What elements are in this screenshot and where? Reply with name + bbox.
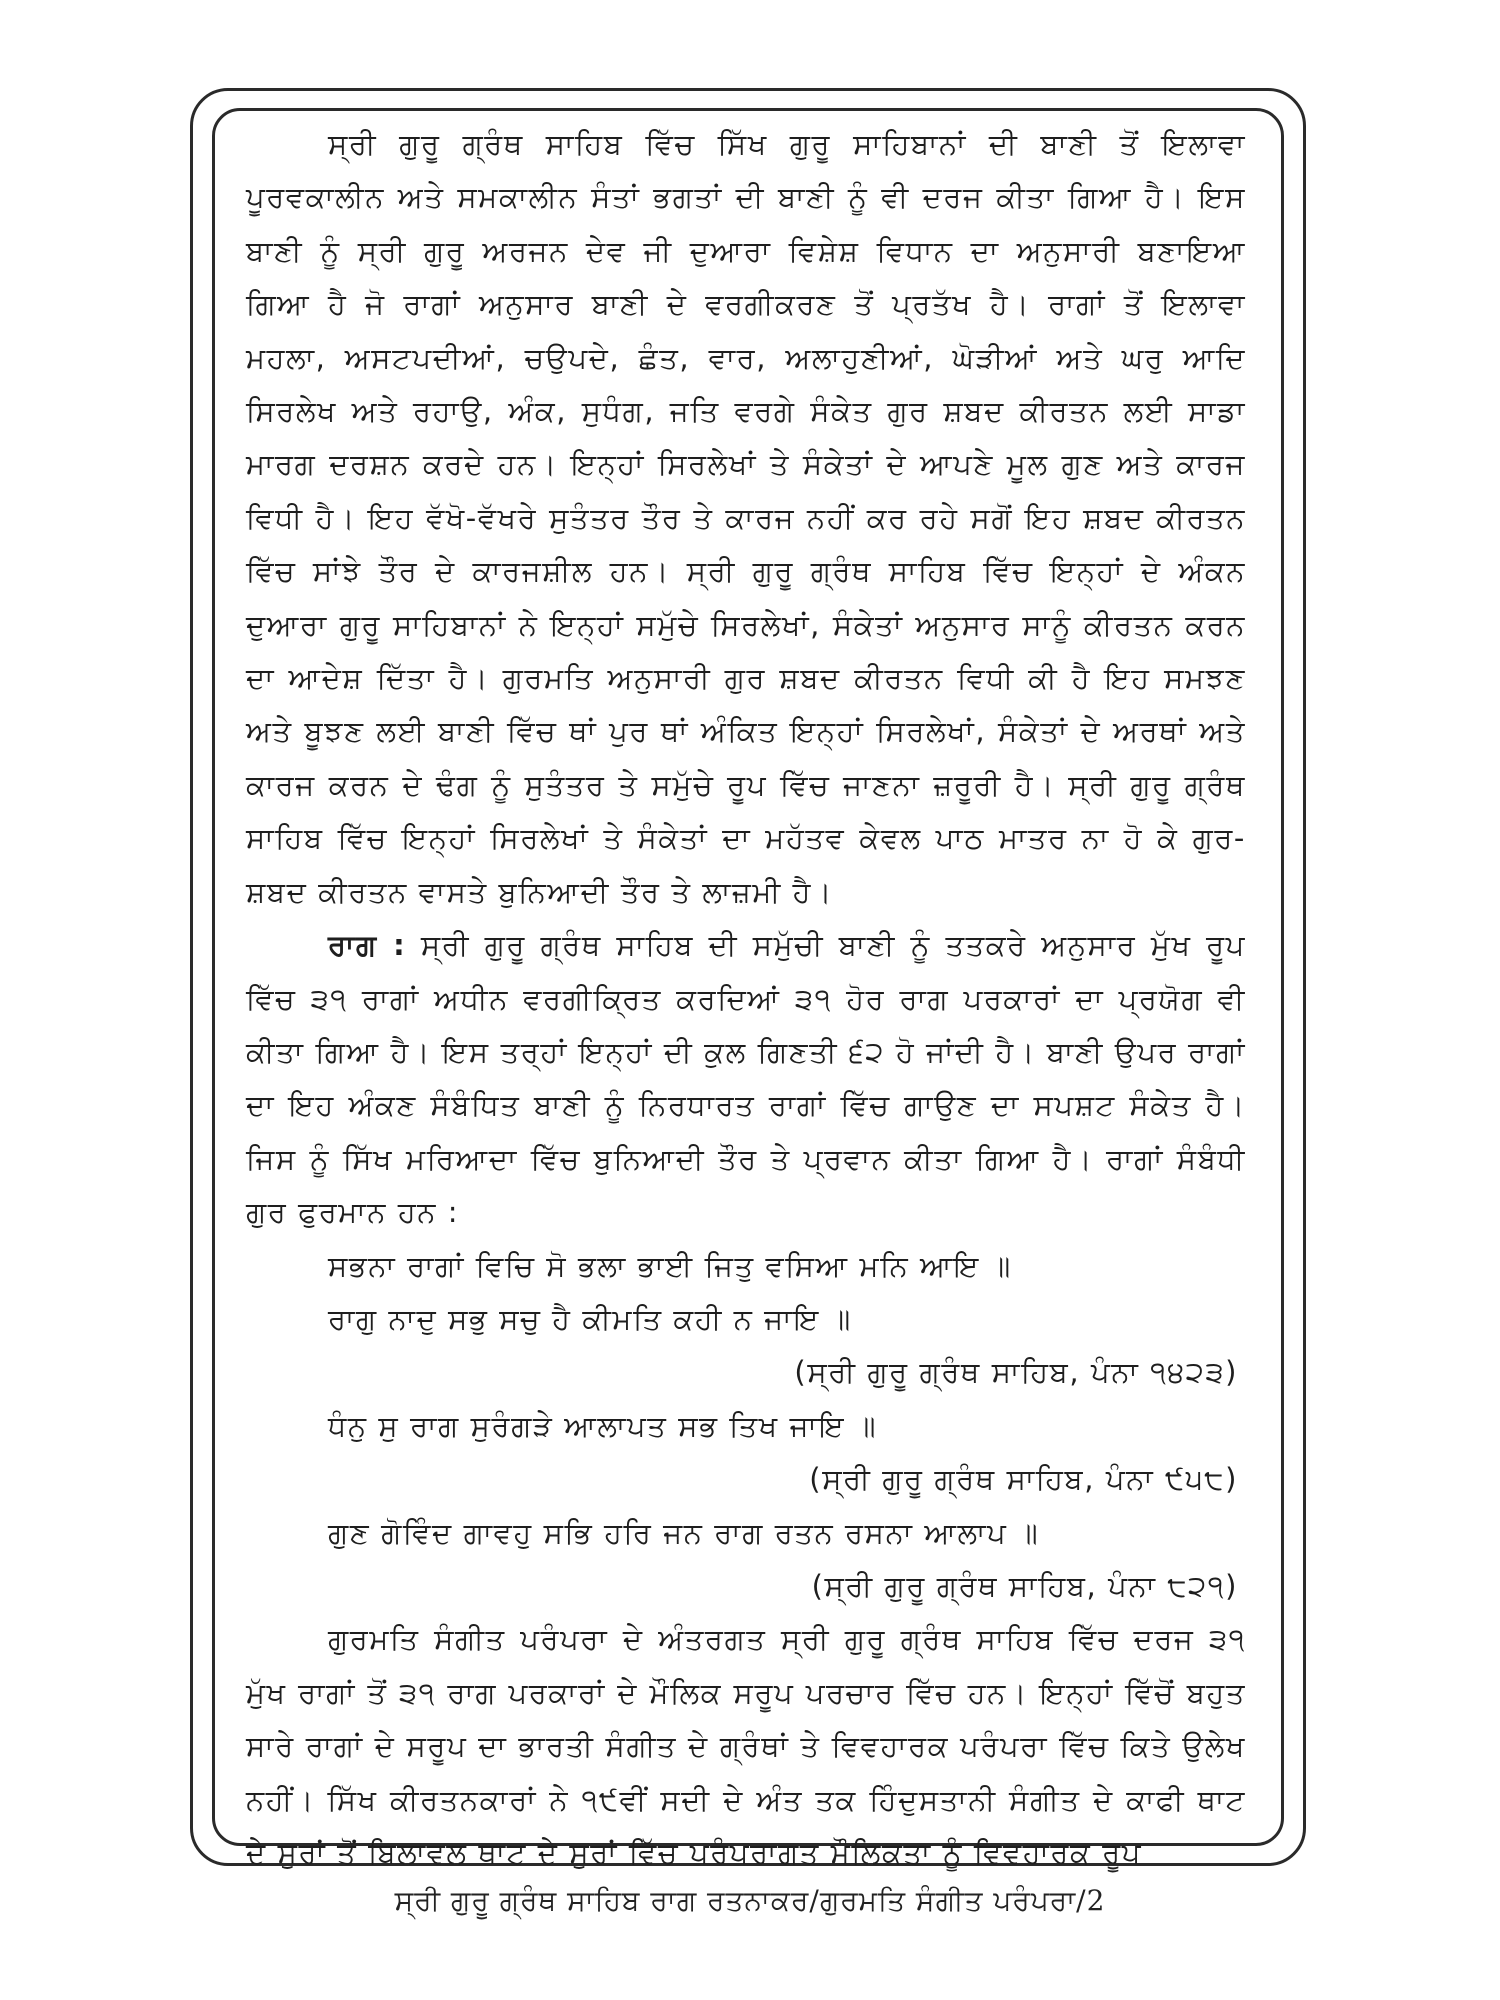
page-footer: ਸ੍ਰੀ ਗੁਰੂ ਗ੍ਰੰਥ ਸਾਹਿਬ ਰਾਗ ਰਤਨਾਕਰ/ਗੁਰਮਤਿ ਸੰਗੀਤ ਪਰੰਪਰਾ/2 xyxy=(394,1884,1106,1917)
raag-section xyxy=(246,919,1246,1239)
page-body xyxy=(246,118,1246,1880)
quote-citation: (ਸ੍ਰੀ ਗੁਰੂ ਗ੍ਰੰਥ ਸਾਹਿਬ, ਪੰਨਾ ੮੨੧) xyxy=(811,1568,1238,1603)
raag-paragraph: ਸ੍ਰੀ ਗੁਰੂ ਗ੍ਰੰਥ ਸਾਹਿਬ ਦੀ ਸਮੁੱਚੀ ਬਾਣੀ ਨੂੰ ਤਤਕਰੇ ਅਨੁਸਾਰ ਮੁੱਖ ਰੂਪ ਵਿੱਚ ੩੧ ਰਾਗਾਂ ਅਧੀਨ ਵਰਗੀਕ੍ਰਿਤ ਕਰਦਿਆਂ ੩੧ ਹੋਰ ਰਾਗ ਪਰਕਾਰਾਂ ਦਾ ਪ੍ਰਯੋਗ ਵੀ ਕੀਤਾ ਗਿਆ ਹੈ। ਇਸ ਤਰ੍ਹਾਂ ਇਨ੍ਹਾਂ ਦੀ ਕੁਲ ਗਿਣਤੀ ੬੨ ਹੋ ਜਾਂਦੀ ਹੈ। ਬਾਣੀ ਉਪਰ ਰਾਗਾਂ ਦਾ ਇਹ ਅੰਕਣ ਸੰਬੰਧਿਤ ਬਾਣੀ ਨੂੰ ਨਿਰਧਾਰਤ ਰਾਗਾਂ ਵਿੱਚ ਗਾਉਣ ਦਾ ਸਪਸ਼ਟ ਸੰਕੇਤ ਹੈ। ਜਿਸ ਨੂੰ ਸਿੱਖ ਮਰਿਆਦਾ ਵਿੱਚ ਬੁਨਿਆਦੀ ਤੌਰ ਤੇ ਪ੍ਰਵਾਨ ਕੀਤਾ ਗਿਆ ਹੈ। ਰਾਗਾਂ ਸੰਬੰਧੀ ਗੁਰ ਫੁਰਮਾਨ ਹਨ : xyxy=(246,928,1246,1230)
quote-citation: (ਸ੍ਰੀ ਗੁਰੂ ਗ੍ਰੰਥ ਸਾਹਿਬ, ਪੰਨਾ ੯੫੮) xyxy=(809,1462,1238,1497)
final-paragraph: ਗੁਰਮਤਿ ਸੰਗੀਤ ਪਰੰਪਰਾ ਦੇ ਅੰਤਰਗਤ ਸ੍ਰੀ ਗੁਰੂ ਗ੍ਰੰਥ ਸਾਹਿਬ ਵਿੱਚ ਦਰਜ ੩੧ ਮੁੱਖ ਰਾਗਾਂ ਤੋਂ ੩੧ ਰਾਗ ਪਰਕਾਰਾਂ ਦੇ ਮੌਲਿਕ ਸਰੂਪ ਪਰਚਾਰ ਵਿੱਚ ਹਨ। ਇਨ੍ਹਾਂ ਵਿੱਚੋਂ ਬਹੁਤ ਸਾਰੇ ਰਾਗਾਂ ਦੇ ਸਰੂਪ ਦਾ ਭਾਰਤੀ ਸੰਗੀਤ ਦੇ ਗ੍ਰੰਥਾਂ ਤੇ ਵਿਵਹਾਰਕ ਪਰੰਪਰਾ ਵਿੱਚ ਕਿਤੇ ਉਲੇਖ ਨਹੀਂ। ਸਿੱਖ ਕੀਰਤਨਕਾਰਾਂ ਨੇ ੧੯ਵੀਂ ਸਦੀ ਦੇ ਅੰਤ ਤਕ ਹਿੰਦੁਸਤਾਨੀ ਸੰਗੀਤ ਦੇ ਕਾਫੀ ਥਾਟ ਦੇ ਸੁਰਾਂ ਤੋਂ ਬਿਲਾਵਲ ਥਾਟ ਦੇ ਸੁਰਾਂ ਵਿੱਚ ਪਰੰਪਰਾਗਤ ਮੌਲਿਕਤਾ ਨੂੰ ਵਿਵਹਾਰਕ ਰੂਪ xyxy=(246,1622,1246,1870)
raag-heading: ਰਾਗ : xyxy=(328,928,407,963)
quote-line: ਰਾਗੁ ਨਾਦੁ ਸਭੁ ਸਚੁ ਹੈ ਕੀਮਤਿ ਕਹੀ ਨ ਜਾਇ ॥ xyxy=(328,1301,852,1336)
quote-citation: (ਸ੍ਰੀ ਗੁਰੂ ਗ੍ਰੰਥ ਸਾਹਿਬ, ਪੰਨਾ ੧੪੨੩) xyxy=(794,1355,1238,1390)
quote-line: ਧੰਨੁ ਸੁ ਰਾਗ ਸੁਰੰਗੜੇ ਆਲਾਪਤ ਸਭ ਤਿਖ ਜਾਇ ॥ xyxy=(328,1408,878,1443)
quote-line: ਸਭਨਾ ਰਾਗਾਂ ਵਿਚਿ ਸੋ ਭਲਾ ਭਾਈ ਜਿਤੁ ਵਸਿਆ ਮਨਿ ਆਇ ॥ xyxy=(328,1248,1012,1283)
quote-line: ਗੁਣ ਗੋਵਿੰਦ ਗਾਵਹੁ ਸਭਿ ਹਰਿ ਜਨ ਰਾਗ ਰਤਨ ਰਸਨਾ ਆਲਾਪ ॥ xyxy=(328,1515,1040,1550)
intro-paragraph: ਸ੍ਰੀ ਗੁਰੂ ਗ੍ਰੰਥ ਸਾਹਿਬ ਵਿੱਚ ਸਿੱਖ ਗੁਰੂ ਸਾਹਿਬਾਨਾਂ ਦੀ ਬਾਣੀ ਤੋਂ ਇਲਾਵਾ ਪੂਰਵਕਾਲੀਨ ਅਤੇ ਸਮਕਾਲੀਨ ਸੰਤਾਂ ਭਗਤਾਂ ਦੀ ਬਾਣੀ ਨੂੰ ਵੀ ਦਰਜ ਕੀਤਾ ਗਿਆ ਹੈ। ਇਸ ਬਾਣੀ ਨੂੰ ਸ੍ਰੀ ਗੁਰੂ ਅਰਜਨ ਦੇਵ ਜੀ ਦੁਆਰਾ ਵਿਸ਼ੇਸ਼ ਵਿਧਾਨ ਦਾ ਅਨੁਸਾਰੀ ਬਣਾਇਆ ਗਿਆ ਹੈ ਜੋ ਰਾਗਾਂ ਅਨੁਸਾਰ ਬਾਣੀ ਦੇ ਵਰਗੀਕਰਣ ਤੋਂ ਪ੍ਰਤੱਖ ਹੈ। ਰਾਗਾਂ ਤੋਂ ਇਲਾਵਾ ਮਹਲਾ, ਅਸਟਪਦੀਆਂ, ਚਉਪਦੇ, ਛੰਤ, ਵਾਰ, ਅਲਾਹੁਣੀਆਂ, ਘੋੜੀਆਂ ਅਤੇ ਘਰੁ ਆਦਿ ਸਿਰਲੇਖ ਅਤੇ ਰਹਾਉ, ਅੰਕ, ਸੁਧੰਗ, ਜਤਿ ਵਰਗੇ ਸੰਕੇਤ ਗੁਰ ਸ਼ਬਦ ਕੀਰਤਨ ਲਈ ਸਾਡਾ ਮਾਰਗ ਦਰਸ਼ਨ ਕਰਦੇ ਹਨ। ਇਨ੍ਹਾਂ ਸਿਰਲੇਖਾਂ ਤੇ ਸੰਕੇਤਾਂ ਦੇ ਆਪਣੇ ਮੂਲ ਗੁਣ ਅਤੇ ਕਾਰਜ ਵਿਧੀ ਹੈ। ਇਹ ਵੱਖੋ-ਵੱਖਰੇ ਸੁਤੰਤਰ ਤੌਰ ਤੇ ਕਾਰਜ ਨਹੀਂ ਕਰ ਰਹੇ ਸਗੋਂ ਇਹ ਸ਼ਬਦ ਕੀਰਤਨ ਵਿੱਚ ਸਾਂਝੇ ਤੌਰ ਦੇ ਕਾਰਜਸ਼ੀਲ ਹਨ। ਸ੍ਰੀ ਗੁਰੂ ਗ੍ਰੰਥ ਸਾਹਿਬ ਵਿੱਚ ਇਨ੍ਹਾਂ ਦੇ ਅੰਕਨ ਦੁਆਰਾ ਗੁਰੂ ਸਾਹਿਬਾਨਾਂ ਨੇ ਇਨ੍ਹਾਂ ਸਮੁੱਚੇ ਸਿਰਲੇਖਾਂ, ਸੰਕੇਤਾਂ ਅਨੁਸਾਰ ਸਾਨੂੰ ਕੀਰਤਨ ਕਰਨ ਦਾ ਆਦੇਸ਼ ਦਿੱਤਾ ਹੈ। ਗੁਰਮਤਿ ਅਨੁਸਾਰੀ ਗੁਰ ਸ਼ਬਦ ਕੀਰਤਨ ਵਿਧੀ ਕੀ ਹੈ ਇਹ ਸਮਝਣ ਅਤੇ ਬੂਝਣ ਲਈ ਬਾਣੀ ਵਿੱਚ ਥਾਂ ਪੁਰ ਥਾਂ ਅੰਕਿਤ ਇਨ੍ਹਾਂ ਸਿਰਲੇਖਾਂ, ਸੰਕੇਤਾਂ ਦੇ ਅਰਥਾਂ ਅਤੇ ਕਾਰਜ ਕਰਨ ਦੇ ਢੰਗ ਨੂੰ ਸੁਤੰਤਰ ਤੇ ਸਮੁੱਚੇ ਰੂਪ ਵਿੱਚ ਜਾਣਨਾ ਜ਼ਰੂਰੀ ਹੈ। ਸ੍ਰੀ ਗੁਰੂ ਗ੍ਰੰਥ ਸਾਹਿਬ ਵਿੱਚ ਇਨ੍ਹਾਂ ਸਿਰਲੇਖਾਂ ਤੇ ਸੰਕੇਤਾਂ ਦਾ ਮਹੱਤਵ ਕੇਵਲ ਪਾਠ ਮਾਤਰ ਨਾ ਹੋ ਕੇ ਗੁਰ-ਸ਼ਬਦ ਕੀਰਤਨ ਵਾਸਤੇ ਬੁਨਿਆਦੀ ਤੌਰ ਤੇ ਲਾਜ਼ਮੀ ਹੈ। xyxy=(246,127,1246,909)
